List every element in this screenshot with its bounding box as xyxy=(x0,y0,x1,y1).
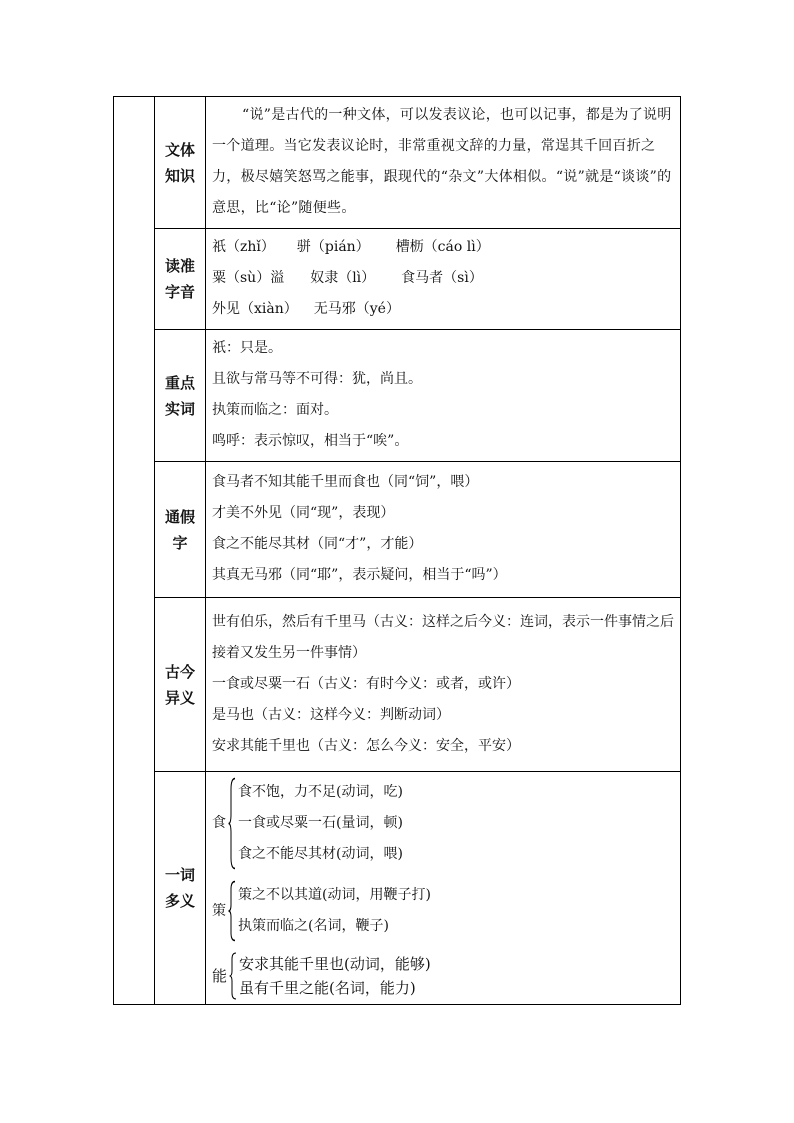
row-content xyxy=(206,598,681,772)
list-item: 安求其能千里也(动词，能够) xyxy=(239,955,431,973)
row-label: 通假 字 xyxy=(155,462,206,598)
list-item: 祇（zhǐ） 骈（pián） 槽枥（cáo lì） xyxy=(212,239,490,255)
row-content xyxy=(206,330,681,462)
list-item: 食之不能尽其材(动词，喂) xyxy=(238,846,403,862)
polysemy-head: 能 xyxy=(212,967,228,985)
row-content xyxy=(206,462,681,598)
table-row xyxy=(114,330,681,462)
list-item: 鸣呼：表示惊叹，相当于“唉”。 xyxy=(212,433,409,449)
list-item: 策之不以其道(动词，用鞭子打) xyxy=(238,887,431,903)
polysemy-head: 食 xyxy=(212,815,226,831)
list-item: 安求其能千里也（古义：怎么今义：安全，平安） xyxy=(212,737,520,754)
brace-icon xyxy=(228,777,236,870)
table-row xyxy=(114,772,681,1005)
notes-table xyxy=(113,96,681,1005)
row-label: 一词 多义 xyxy=(155,772,206,1005)
list-item: 一食或尽粟一石（古义：有时今义：或者，或许） xyxy=(212,675,520,692)
row-label: 古今 异义 xyxy=(155,598,206,772)
list-item: 食马者不知其能千里而食也（同“饲”，喂） xyxy=(212,474,479,490)
list-item: 执策而临之：面对。 xyxy=(212,402,338,418)
polysemy-group xyxy=(212,952,674,1000)
table-row xyxy=(114,598,681,772)
polysemy-group xyxy=(212,880,674,942)
left-margin-cell xyxy=(114,97,155,1005)
polysemy-head: 策 xyxy=(212,902,226,919)
list-item: 虽有千里之能(名词，能力) xyxy=(239,979,416,997)
list-item: 食之不能尽其材（同“才”，才能） xyxy=(212,536,423,552)
brace-icon xyxy=(229,952,237,1000)
list-item: 世有伯乐，然后有千里马（古义：这样之后今义：连词，表示一件事情之后接着又发生另一件事情） xyxy=(212,613,674,661)
list-item: 执策而临之(名词，鞭子) xyxy=(238,918,389,934)
table-row xyxy=(114,97,681,229)
list-item: 才美不外见（同“现”，表现） xyxy=(212,505,395,521)
row-label: 重点 实词 xyxy=(155,330,206,462)
list-item: 且欲与常马等不可得：犹，尚且。 xyxy=(212,371,422,387)
row-label: 读准 字音 xyxy=(155,229,206,330)
row-content xyxy=(206,229,681,330)
brace-icon xyxy=(228,880,236,942)
list-item: 食不饱，力不足(动词，吃) xyxy=(238,784,403,800)
row-content xyxy=(206,97,681,229)
polysemy-group xyxy=(212,777,674,870)
list-item: 是马也（古义：这样今义：判断动词） xyxy=(212,706,450,723)
list-item: 粟（sù）溢 奴隶（lì） 食马者（sì） xyxy=(212,270,483,286)
row-content xyxy=(206,772,681,1005)
table-row xyxy=(114,229,681,330)
list-item: 祇：只是。 xyxy=(212,340,282,356)
table-row xyxy=(114,462,681,598)
list-item: 外见（xiàn） 无马邪（yé） xyxy=(212,301,400,317)
list-item: 一食或尽粟一石(量词，顿) xyxy=(238,815,403,831)
paragraph-text: “说”是古代的一种文体，可以发表议论，也可以记事，都是为了说明一个道理。当它发表议论时，非常重视文辞的力量，常逞其千回百折之力，极尽嬉笑怒骂之能事，跟现代的“杂文”大体相似。“说”就是“谈谈”的意思，比“论”随便些。 xyxy=(212,107,672,216)
list-item: 其真无马邪（同“耶”，表示疑问，相当于“吗”） xyxy=(212,567,507,583)
row-label: 文体 知识 xyxy=(155,97,206,229)
